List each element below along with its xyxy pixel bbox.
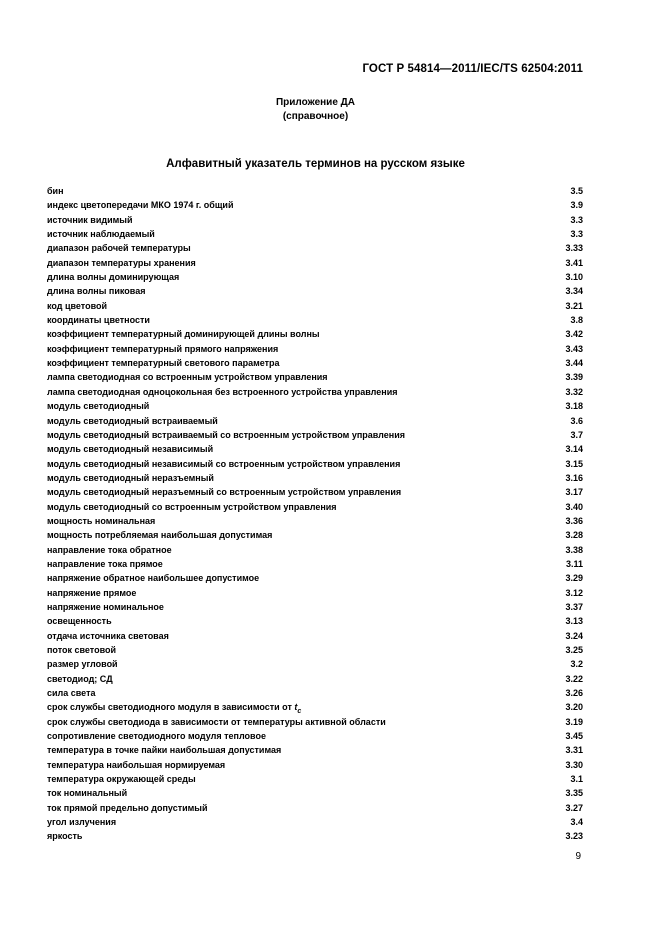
index-term-text: отдача источника световая	[47, 630, 169, 641]
index-term-text: индекс цветопередачи МКО 1974 г. общий	[47, 200, 234, 211]
index-ref: 3.20	[565, 702, 583, 713]
index-entry	[47, 586, 583, 600]
index-ref: 3.3	[570, 229, 583, 240]
index-entry	[47, 414, 583, 428]
index-term-text: сопротивление светодиодного модуля тепловое	[47, 731, 266, 742]
index-term-text: диапазон рабочей температуры	[47, 243, 191, 254]
index-entry	[47, 758, 583, 772]
index-term-text: ток номинальный	[47, 788, 128, 799]
index-entry	[47, 686, 583, 700]
index-term-text: освещенность	[47, 616, 112, 627]
index-term-text: ток прямой предельно допустимый	[47, 802, 208, 813]
index-term	[47, 471, 214, 485]
index-term	[47, 557, 163, 571]
index-ref: 3.4	[570, 817, 583, 828]
index-ref: 3.44	[565, 358, 583, 369]
index-term-text: мощность номинальная	[47, 515, 156, 526]
index-entry	[47, 241, 583, 255]
index-ref: 3.9	[570, 200, 583, 211]
index-term	[47, 543, 172, 557]
index-entry	[47, 399, 583, 413]
index-ref: 3.22	[565, 673, 583, 684]
index-term-text: бин	[47, 186, 64, 196]
index-ref: 3.19	[565, 716, 583, 727]
index-term	[47, 327, 320, 341]
index-ref: 3.10	[565, 272, 583, 283]
index-term	[47, 457, 400, 471]
index-term	[47, 786, 127, 800]
index-term	[47, 198, 233, 212]
index-entry	[47, 729, 583, 743]
index-entry	[47, 342, 583, 356]
index-ref: 3.36	[565, 515, 583, 526]
index-entry	[47, 715, 583, 729]
index-term-text: температура в точке пайки наибольшая допустимая	[47, 745, 282, 756]
index-term	[47, 284, 145, 298]
index-term-text: координаты цветности	[47, 315, 150, 326]
index-term	[47, 643, 116, 657]
index-ref: 3.6	[570, 415, 583, 426]
index-entry	[47, 198, 583, 212]
index-term	[47, 528, 272, 542]
index-entry	[47, 227, 583, 241]
index-ref: 3.5	[570, 186, 583, 196]
index-ref: 3.11	[565, 558, 583, 569]
index-term-text: светодиод; СД	[47, 673, 113, 684]
index-term-text: поток световой	[47, 645, 117, 655]
index-entry	[47, 528, 583, 542]
index-ref: 3.24	[565, 630, 583, 641]
index-term-text: источник видимый	[47, 214, 133, 225]
index-term	[47, 829, 82, 843]
index-term	[47, 342, 278, 356]
index-term-text: яркость	[47, 831, 83, 842]
index-entry	[47, 543, 583, 557]
index-entry	[47, 672, 583, 686]
index-ref: 3.23	[565, 831, 583, 842]
index-term	[47, 815, 116, 829]
index-ref: 3.17	[565, 487, 583, 498]
index-term	[47, 270, 179, 284]
index-ref: 3.37	[565, 601, 583, 612]
index-term-text: длина волны доминирующая	[47, 272, 180, 283]
index-term-subscript: c	[297, 708, 302, 716]
index-ref: 3.7	[570, 429, 583, 440]
index-term	[47, 801, 208, 815]
index-entry	[47, 327, 583, 341]
index-entry	[47, 485, 583, 499]
index-term	[47, 385, 397, 399]
index-ref: 3.16	[565, 472, 583, 483]
index-entry	[47, 500, 583, 514]
index-term-text: напряжение номинальное	[47, 601, 164, 612]
index-term-text: длина волны пиковая	[47, 286, 146, 297]
index-term	[47, 500, 337, 514]
index-ref: 3.25	[565, 645, 583, 655]
index-term	[47, 715, 386, 729]
index-ref: 3.40	[565, 501, 583, 512]
index-term	[47, 485, 401, 499]
index-term	[47, 313, 150, 327]
index-term-text: модуль светодиодный неразъемный	[47, 472, 214, 483]
index-ref: 3.38	[565, 544, 583, 555]
index-ref: 3.41	[565, 257, 583, 268]
index-entry	[47, 801, 583, 815]
index-ref: 3.26	[565, 688, 583, 699]
index-term-text: модуль светодиодный независимый со встроенным устройством управления	[47, 458, 401, 469]
index-term-text: модуль светодиодный встраиваемый	[47, 415, 218, 426]
index-term	[47, 428, 405, 442]
index-ref: 3.33	[565, 243, 583, 254]
index-ref: 3.34	[565, 286, 583, 297]
index-term	[47, 184, 64, 198]
index-term-text: напряжение прямое	[47, 587, 137, 598]
index-term-text: коэффициент температурный прямого напряжения	[47, 343, 279, 354]
index-term-variable: t	[294, 702, 298, 713]
index-term-text: источник наблюдаемый	[47, 229, 155, 240]
document-code: ГОСТ Р 54814—2011/IEC/TS 62504:2011	[362, 63, 583, 75]
page-number: 9	[575, 851, 581, 862]
index-entry	[47, 643, 583, 657]
appendix-title: Приложение ДА	[275, 97, 356, 108]
index-entry	[47, 385, 583, 399]
index-term-text: направление тока обратное	[47, 544, 172, 555]
index-entry	[47, 299, 583, 313]
index-ref: 3.32	[565, 386, 583, 397]
index-entry	[47, 514, 583, 528]
index-ref: 3.27	[565, 802, 583, 813]
index-entry	[47, 743, 583, 757]
index-term-text: мощность потребляемая наибольшая допустимая	[47, 530, 273, 541]
index-term	[47, 370, 328, 384]
index-entry	[47, 213, 583, 227]
index-term	[47, 241, 191, 255]
index-term	[47, 614, 112, 628]
index-entry	[47, 184, 583, 198]
index-term-text: направление тока прямое	[47, 558, 163, 569]
index-ref: 3.30	[565, 759, 583, 770]
index-term-text: напряжение обратное наибольшее допустимое	[47, 573, 260, 584]
index-entry	[47, 471, 583, 485]
index-entry	[47, 700, 583, 714]
index-term	[47, 686, 95, 700]
index-term	[47, 213, 133, 227]
term-index-list	[47, 184, 583, 844]
index-entry	[47, 313, 583, 327]
index-entry	[47, 428, 583, 442]
index-ref: 3.12	[565, 587, 583, 598]
index-ref: 3.13	[565, 616, 583, 627]
appendix-subtitle: (справочное)	[282, 111, 349, 122]
index-ref: 3.39	[565, 372, 583, 383]
index-ref: 3.45	[565, 731, 583, 742]
index-term-text: срок службы светодиода в зависимости от температуры активной области	[47, 716, 386, 727]
index-term-text: код цветовой	[47, 300, 108, 311]
index-entry	[47, 557, 583, 571]
index-term	[47, 657, 118, 671]
index-entry	[47, 457, 583, 471]
index-term-text: сила света	[47, 688, 96, 699]
index-term-text: угол излучения	[47, 817, 117, 828]
index-ref: 3.15	[565, 458, 583, 469]
index-term	[47, 256, 196, 270]
index-ref: 3.1	[570, 774, 583, 785]
index-entry	[47, 284, 583, 298]
index-ref: 3.42	[565, 329, 583, 340]
index-term	[47, 586, 136, 600]
index-term-text: коэффициент температурный светового параметра	[47, 358, 280, 369]
index-term-text: модуль светодиодный неразъемный со встроенным устройством управления	[47, 487, 402, 498]
index-ref: 3.28	[565, 530, 583, 541]
index-entry	[47, 270, 583, 284]
index-term-text: коэффициент температурный доминирующей длины волны	[47, 329, 320, 340]
index-entry	[47, 614, 583, 628]
index-term	[47, 356, 280, 370]
index-term	[47, 600, 164, 614]
index-term	[47, 729, 266, 743]
index-term	[47, 629, 169, 643]
index-term-text: модуль светодиодный со встроенным устройством управления	[47, 501, 337, 512]
index-ref: 3.18	[565, 401, 583, 412]
index-ref: 3.2	[570, 659, 583, 670]
index-ref: 3.14	[565, 444, 583, 455]
index-term-text: срок службы светодиодного модуля в зависимости от	[47, 702, 295, 713]
index-term-text: модуль светодиодный встраиваемый со встроенным устройством управления	[47, 429, 405, 440]
index-term-text: лампа светодиодная одноцокольная без встроенного устройства управления	[47, 386, 398, 397]
index-ref: 3.29	[565, 573, 583, 584]
index-entry	[47, 600, 583, 614]
index-entry	[47, 356, 583, 370]
index-term	[47, 414, 218, 428]
index-term-text: размер угловой	[47, 659, 118, 670]
index-term	[47, 743, 281, 757]
index-term	[47, 571, 259, 585]
index-entry	[47, 829, 583, 843]
index-term-text: лампа светодиодная со встроенным устройством управления	[47, 372, 328, 383]
index-term	[47, 442, 213, 456]
index-entry	[47, 815, 583, 829]
index-ref: 3.8	[570, 315, 583, 326]
index-ref: 3.3	[570, 214, 583, 225]
index-entry	[47, 657, 583, 671]
index-term	[47, 672, 113, 686]
index-term	[47, 227, 155, 241]
index-entry	[47, 256, 583, 270]
index-entry	[47, 772, 583, 786]
index-ref: 3.43	[565, 343, 583, 354]
index-ref: 3.35	[565, 788, 583, 799]
index-term	[47, 399, 149, 413]
index-term-text: модуль светодиодный независимый	[47, 444, 214, 455]
index-entry	[47, 442, 583, 456]
index-term	[47, 514, 155, 528]
index-entry	[47, 786, 583, 800]
index-entry	[47, 571, 583, 585]
index-term	[47, 772, 196, 786]
index-title: Алфавитный указатель терминов на русском языке	[166, 158, 465, 170]
index-ref: 3.21	[565, 300, 583, 311]
index-entry	[47, 370, 583, 384]
index-term	[47, 299, 107, 313]
index-term-text: диапазон температуры хранения	[47, 257, 196, 268]
index-entry	[47, 629, 583, 643]
index-ref: 3.31	[565, 745, 583, 756]
index-term-text: температура наибольшая нормируемая	[47, 759, 226, 770]
index-term	[47, 758, 225, 772]
index-term-text: модуль светодиодный	[47, 401, 150, 412]
index-term-text: температура окружающей среды	[47, 774, 196, 785]
